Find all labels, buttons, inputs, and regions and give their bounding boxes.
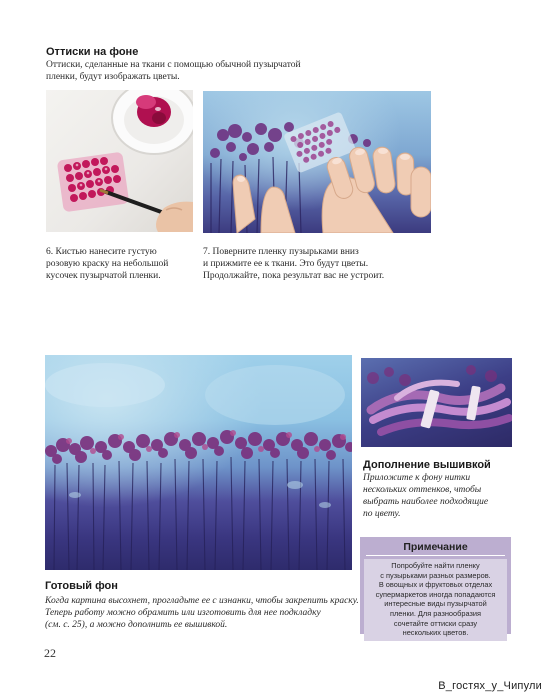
note-box: [360, 537, 511, 638]
note-line: Попробуйте найти пленку: [391, 561, 480, 570]
note-title: Примечание: [403, 541, 468, 553]
finished-line: (см. с. 25), а можно дополнить ее вышивкой.: [45, 620, 228, 630]
note-line: супермаркетов иногда попадаются: [375, 589, 496, 599]
intro-text: [46, 59, 301, 83]
photo-brush-painting-bubble-wrap: [46, 90, 193, 232]
page-number: 22: [44, 646, 56, 660]
bubble-wrap-pink: [57, 152, 130, 213]
caption-line: кусочек пузырчатой пленки.: [46, 271, 161, 281]
note-body: [364, 559, 507, 641]
caption-step-7: [203, 246, 384, 282]
section-heading-prints: Оттиски на фоне: [46, 46, 139, 58]
finished-text: [45, 595, 359, 631]
embroidery-text: [363, 472, 488, 520]
section-heading-embroidery: Дополнение вышивкой: [363, 459, 491, 471]
finished-line: Когда картина высохнет, прогладьте ее с изнанки, чтобы закрепить краску.: [45, 596, 359, 606]
finished-background-illustration: [45, 355, 352, 570]
photo-finished-background: [45, 355, 352, 570]
note-divider: [366, 555, 505, 556]
caption-line: 6. Кистью нанесите густую: [46, 247, 157, 257]
note-line: сочетайте оттиски сразу: [393, 618, 478, 628]
thread-skeins: [371, 383, 509, 432]
caption-line: розовую краску на небольшой: [46, 259, 169, 269]
embroidery-line: нескольких оттенков, чтобы: [363, 485, 482, 495]
watermark-text: В_гостях_у_Чипули: [438, 680, 542, 692]
caption-line: 7. Поверните пленку пузырьками вниз: [203, 247, 359, 257]
section-heading-finished: Готовый фон: [45, 580, 118, 592]
caption-line: и прижмите ее к ткани. Это будут цветы.: [203, 259, 369, 269]
caption-line: Продолжайте, пока результат вас не устроит.: [203, 271, 385, 281]
photo7-illustration: [203, 91, 431, 233]
embroidery-line: Приложите к фону нитки: [363, 473, 471, 483]
intro-line: Оттиски, сделанные на ткани с помощью обычной пузырчатой: [46, 60, 301, 70]
note-line: нескольких цветов.: [402, 628, 469, 638]
intro-line: пленки, будут изображать цветы.: [46, 72, 180, 82]
embroidery-line: выбрать наиболее подходящие: [363, 497, 489, 507]
note-line: пленки. Для разнообразия: [389, 608, 482, 618]
embroidery-line: по цвету.: [363, 509, 401, 519]
photo-pressing-bubble-wrap: [203, 91, 431, 233]
note-line: с пузырьками разных размеров.: [380, 570, 491, 580]
note-line: В овощных и фруктовых отделах: [378, 580, 493, 590]
note-line: интересные виды пузырчатой: [384, 599, 487, 609]
caption-step-6: [46, 246, 168, 282]
photo6-illustration: [46, 90, 193, 232]
finished-line: Теперь работу можно обрамить или изготовить для нее подкладку: [45, 608, 321, 618]
photo-embroidery-threads: [361, 358, 512, 447]
threads-illustration: [361, 358, 512, 447]
